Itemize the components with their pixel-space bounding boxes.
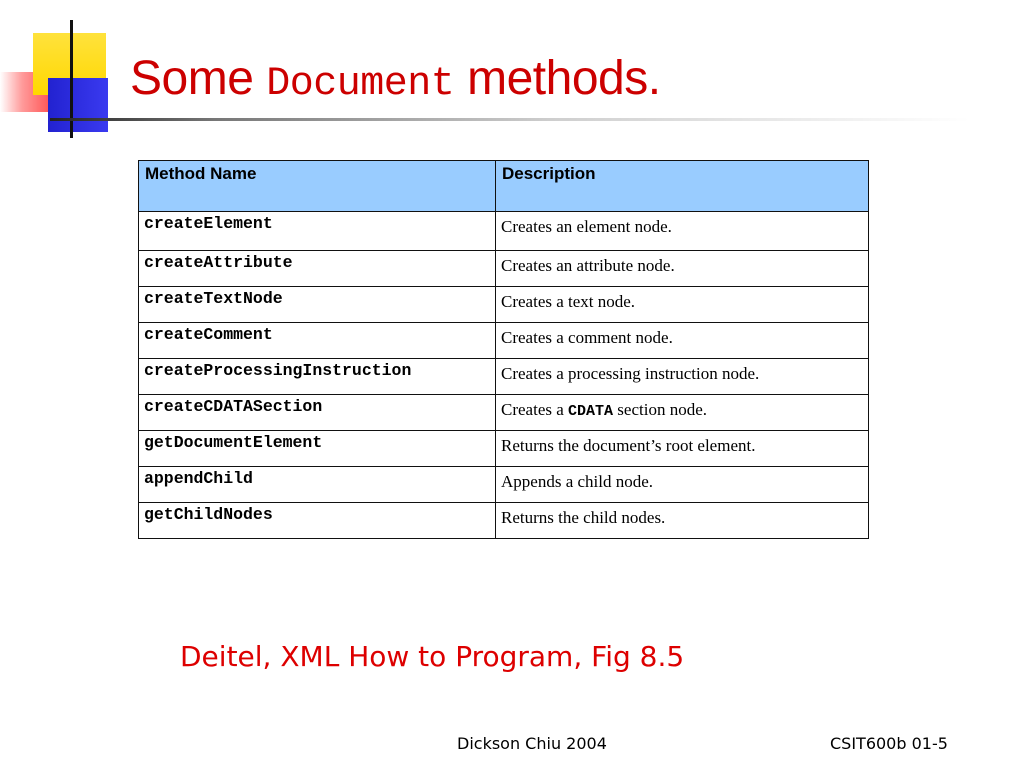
method-name-cell: appendChild xyxy=(139,467,496,503)
decorative-horizontal-rule xyxy=(50,118,970,121)
description-text-after: section node. xyxy=(617,400,707,419)
title-suffix: methods. xyxy=(467,52,661,105)
method-name-cell: createProcessingInstruction xyxy=(139,359,496,395)
citation-text: Deitel, XML How to Program, Fig 8.5 xyxy=(180,640,685,673)
description-cell: Creates a processing instruction node. xyxy=(496,359,869,395)
footer-author: Dickson Chiu 2004 xyxy=(457,734,607,753)
description-cell: Creates a text node. xyxy=(496,287,869,323)
table-row xyxy=(139,395,869,431)
table-row xyxy=(139,359,869,395)
method-name-cell: getChildNodes xyxy=(139,503,496,539)
slide-title xyxy=(130,50,661,109)
description-cell: Creates an element node. xyxy=(496,212,869,251)
table-header-row xyxy=(139,161,869,212)
description-cell xyxy=(496,395,869,431)
method-name-cell: createAttribute xyxy=(139,251,496,287)
table-row xyxy=(139,251,869,287)
description-cell: Creates a comment node. xyxy=(496,323,869,359)
decorative-blue-square xyxy=(48,78,108,132)
table-row xyxy=(139,431,869,467)
table-row xyxy=(139,467,869,503)
description-cell: Creates an attribute node. xyxy=(496,251,869,287)
description-cell: Appends a child node. xyxy=(496,467,869,503)
title-prefix: Some xyxy=(130,52,254,105)
table-row xyxy=(139,503,869,539)
table-row xyxy=(139,287,869,323)
methods-table xyxy=(138,160,869,539)
description-cell: Returns the document’s root element. xyxy=(496,431,869,467)
description-cell: Returns the child nodes. xyxy=(496,503,869,539)
header-description: Description xyxy=(496,161,869,212)
method-name-cell: createComment xyxy=(139,323,496,359)
table-row xyxy=(139,212,869,251)
table-row xyxy=(139,323,869,359)
header-method-name: Method Name xyxy=(139,161,496,212)
method-name-cell: getDocumentElement xyxy=(139,431,496,467)
method-name-cell: createTextNode xyxy=(139,287,496,323)
cdata-code-term: CDATA xyxy=(568,403,614,420)
description-text-before: Creates a xyxy=(501,400,564,419)
method-name-cell: createElement xyxy=(139,212,496,251)
footer-slide-id: CSIT600b 01-5 xyxy=(830,734,948,753)
title-code-word: Document xyxy=(266,62,455,107)
method-name-cell: createCDATASection xyxy=(139,395,496,431)
